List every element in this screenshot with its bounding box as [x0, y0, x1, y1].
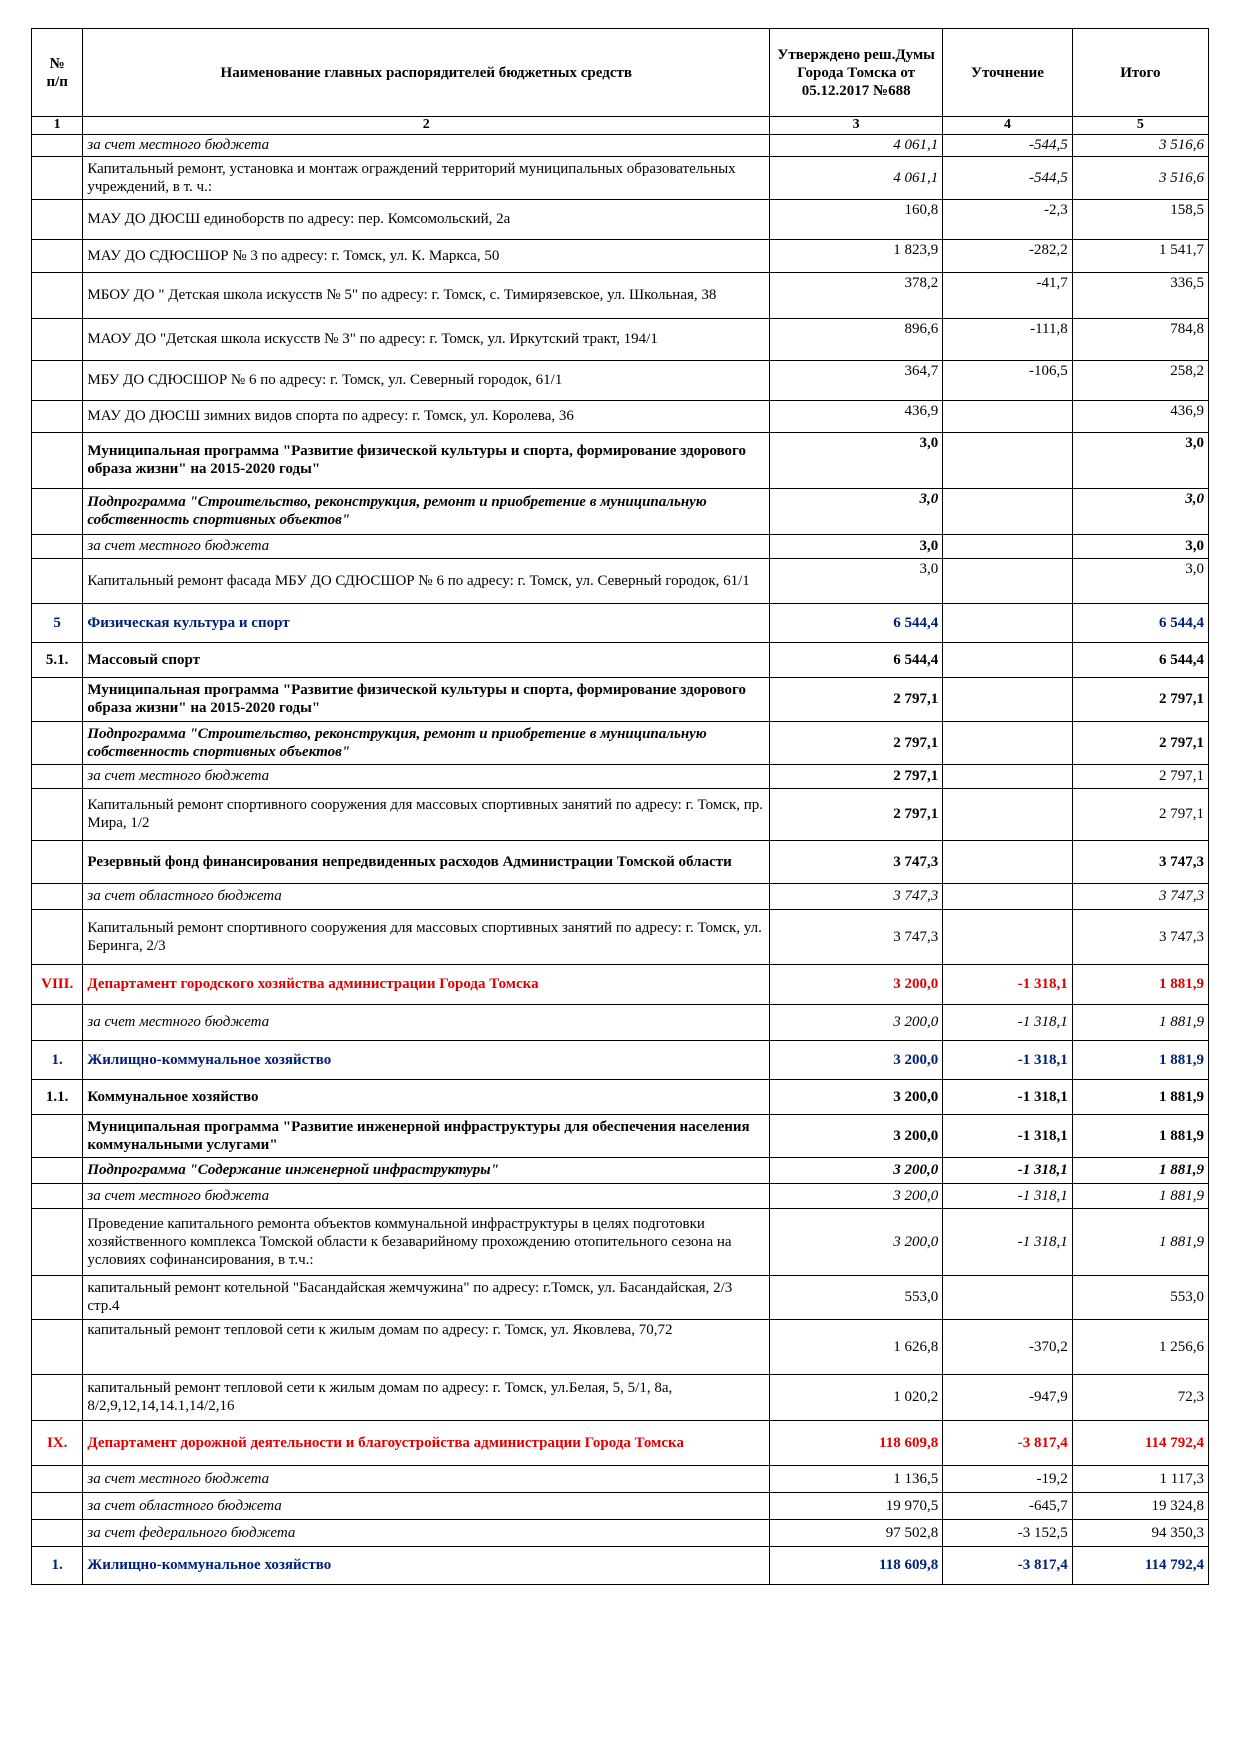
- budget-document: [31, 28, 1209, 1585]
- row-name: за счет областного бюджета: [83, 1492, 770, 1519]
- row-change: -544,5: [943, 134, 1073, 156]
- table-row: [32, 764, 1209, 788]
- row-number: [32, 764, 83, 788]
- row-approved: 19 970,5: [770, 1492, 943, 1519]
- row-name: Департамент дорожной деятельности и благоустройства администрации Города Томска: [83, 1420, 770, 1465]
- row-change: [943, 840, 1073, 883]
- row-approved: 3 200,0: [770, 1079, 943, 1114]
- row-name: за счет федерального бюджета: [83, 1519, 770, 1546]
- column-number: 1: [32, 117, 83, 135]
- row-approved: 436,9: [770, 400, 943, 432]
- table-row: [32, 318, 1209, 360]
- table-row: [32, 1157, 1209, 1183]
- row-change: [943, 432, 1073, 488]
- row-number: VIII.: [32, 964, 83, 1004]
- row-change: [943, 400, 1073, 432]
- row-total: 3 747,3: [1072, 840, 1208, 883]
- row-number: [32, 1208, 83, 1275]
- row-change: -111,8: [943, 318, 1073, 360]
- budget-table: [31, 28, 1209, 1585]
- table-row: [32, 239, 1209, 272]
- row-approved: 3 200,0: [770, 1040, 943, 1079]
- table-row: [32, 1492, 1209, 1519]
- row-approved: 4 061,1: [770, 156, 943, 199]
- row-change: -1 318,1: [943, 1004, 1073, 1040]
- row-name: Капитальный ремонт спортивного сооружения для массовых спортивных занятий по адресу: г. Томск, ул. Беринга, 2/3: [83, 909, 770, 964]
- row-change: -2,3: [943, 199, 1073, 239]
- row-number: [32, 1519, 83, 1546]
- row-name: Капитальный ремонт фасада МБУ ДО СДЮСШОР № 6 по адресу: г. Томск, ул. Северный городок, 61/1: [83, 558, 770, 603]
- row-number: [32, 1374, 83, 1420]
- row-total: 436,9: [1072, 400, 1208, 432]
- table-row: [32, 488, 1209, 534]
- row-approved: 3,0: [770, 488, 943, 534]
- table-row: [32, 1374, 1209, 1420]
- row-change: [943, 883, 1073, 909]
- row-approved: 118 609,8: [770, 1546, 943, 1584]
- row-number: [32, 788, 83, 840]
- row-approved: 364,7: [770, 360, 943, 400]
- row-total: 158,5: [1072, 199, 1208, 239]
- row-change: -645,7: [943, 1492, 1073, 1519]
- row-total: 3,0: [1072, 558, 1208, 603]
- row-number: 5: [32, 603, 83, 642]
- row-number: [32, 318, 83, 360]
- row-number: [32, 1465, 83, 1492]
- row-name: за счет местного бюджета: [83, 534, 770, 558]
- table-row: [32, 603, 1209, 642]
- row-number: [32, 677, 83, 721]
- row-change: -41,7: [943, 272, 1073, 318]
- row-number: [32, 1275, 83, 1319]
- table-row: [32, 199, 1209, 239]
- row-number: [32, 721, 83, 764]
- row-change: -3 817,4: [943, 1546, 1073, 1584]
- row-approved: 160,8: [770, 199, 943, 239]
- row-approved: 2 797,1: [770, 721, 943, 764]
- row-total: 1 881,9: [1072, 964, 1208, 1004]
- row-change: [943, 558, 1073, 603]
- table-row: [32, 1040, 1209, 1079]
- row-number: [32, 1492, 83, 1519]
- row-approved: 97 502,8: [770, 1519, 943, 1546]
- row-approved: 3 747,3: [770, 883, 943, 909]
- row-number: [32, 432, 83, 488]
- row-approved: 4 061,1: [770, 134, 943, 156]
- table-row: [32, 1465, 1209, 1492]
- row-approved: 3 200,0: [770, 1208, 943, 1275]
- row-total: 6 544,4: [1072, 642, 1208, 677]
- row-number: [32, 883, 83, 909]
- row-total: 2 797,1: [1072, 764, 1208, 788]
- table-row: [32, 432, 1209, 488]
- row-total: 1 117,3: [1072, 1465, 1208, 1492]
- row-change: -1 318,1: [943, 1208, 1073, 1275]
- table-row: [32, 272, 1209, 318]
- table-row: [32, 840, 1209, 883]
- header-name: Наименование главных распорядителей бюджетных средств: [83, 29, 770, 117]
- row-total: 3 747,3: [1072, 883, 1208, 909]
- header-total: Итого: [1072, 29, 1208, 117]
- row-approved: 1 020,2: [770, 1374, 943, 1420]
- row-approved: 553,0: [770, 1275, 943, 1319]
- row-total: 6 544,4: [1072, 603, 1208, 642]
- row-name: Жилищно-коммунальное хозяйство: [83, 1040, 770, 1079]
- row-name: за счет местного бюджета: [83, 1183, 770, 1208]
- row-change: -947,9: [943, 1374, 1073, 1420]
- row-approved: 2 797,1: [770, 764, 943, 788]
- row-change: [943, 721, 1073, 764]
- table-row: [32, 558, 1209, 603]
- row-change: -282,2: [943, 239, 1073, 272]
- row-total: 1 881,9: [1072, 1183, 1208, 1208]
- row-name: за счет областного бюджета: [83, 883, 770, 909]
- header-change: Уточнение: [943, 29, 1073, 117]
- table-row: [32, 134, 1209, 156]
- row-approved: 2 797,1: [770, 677, 943, 721]
- row-change: -1 318,1: [943, 1079, 1073, 1114]
- row-approved: 3 200,0: [770, 1183, 943, 1208]
- table-row: [32, 883, 1209, 909]
- row-total: 3,0: [1072, 432, 1208, 488]
- row-name: МАОУ ДО "Детская школа искусств № 3" по адресу: г. Томск, ул. Иркутский тракт, 194/1: [83, 318, 770, 360]
- header-row: [32, 29, 1209, 117]
- row-number: [32, 1004, 83, 1040]
- row-approved: 3 747,3: [770, 909, 943, 964]
- column-numbers-row: [32, 117, 1209, 135]
- row-number: [32, 1183, 83, 1208]
- table-row: [32, 1319, 1209, 1374]
- table-row: [32, 1183, 1209, 1208]
- row-change: [943, 677, 1073, 721]
- column-number: 2: [83, 117, 770, 135]
- row-number: [32, 400, 83, 432]
- row-name: МАУ ДО СДЮСШОР № 3 по адресу: г. Томск, ул. К. Маркса, 50: [83, 239, 770, 272]
- table-row: [32, 1546, 1209, 1584]
- row-change: [943, 909, 1073, 964]
- row-total: 3 747,3: [1072, 909, 1208, 964]
- row-name: капитальный ремонт тепловой сети к жилым домам по адресу: г. Томск, ул.Белая, 5, 5/1, 8а, 8/2,9,12,14,14.1,14/2,16: [83, 1374, 770, 1420]
- row-number: [32, 1157, 83, 1183]
- row-name: капитальный ремонт котельной "Басандайская жемчужина" по адресу: г.Томск, ул. Басандайская, 2/3 стр.4: [83, 1275, 770, 1319]
- row-name: Муниципальная программа "Развитие физической культуры и спорта, формирование здорового образа жизни" на 2015-2020 годы": [83, 432, 770, 488]
- row-approved: 378,2: [770, 272, 943, 318]
- row-number: [32, 272, 83, 318]
- row-name: Муниципальная программа "Развитие инженерной инфраструктуры для обеспечения населения коммунальными услугами": [83, 1114, 770, 1157]
- row-name: Муниципальная программа "Развитие физической культуры и спорта, формирование здорового образа жизни" на 2015-2020 годы": [83, 677, 770, 721]
- table-row: [32, 1275, 1209, 1319]
- row-approved: 1 626,8: [770, 1319, 943, 1374]
- row-name: за счет местного бюджета: [83, 1465, 770, 1492]
- row-total: 1 881,9: [1072, 1040, 1208, 1079]
- row-approved: 6 544,4: [770, 642, 943, 677]
- row-name: за счет местного бюджета: [83, 134, 770, 156]
- row-change: -1 318,1: [943, 964, 1073, 1004]
- row-approved: 3,0: [770, 432, 943, 488]
- row-name: МБУ ДО СДЮСШОР № 6 по адресу: г. Томск, ул. Северный городок, 61/1: [83, 360, 770, 400]
- row-change: -106,5: [943, 360, 1073, 400]
- row-total: 1 881,9: [1072, 1208, 1208, 1275]
- row-total: 336,5: [1072, 272, 1208, 318]
- row-total: 3,0: [1072, 488, 1208, 534]
- row-total: 114 792,4: [1072, 1420, 1208, 1465]
- row-total: 1 881,9: [1072, 1079, 1208, 1114]
- column-number: 5: [1072, 117, 1208, 135]
- row-change: -1 318,1: [943, 1157, 1073, 1183]
- row-name: Резервный фонд финансирования непредвиденных расходов Администрации Томской области: [83, 840, 770, 883]
- row-name: МБОУ ДО " Детская школа искусств № 5" по адресу: г. Томск, с. Тимирязевское, ул. Школьная, 38: [83, 272, 770, 318]
- row-change: [943, 764, 1073, 788]
- row-total: 784,8: [1072, 318, 1208, 360]
- table-row: [32, 534, 1209, 558]
- table-row: [32, 1004, 1209, 1040]
- row-total: 2 797,1: [1072, 721, 1208, 764]
- row-total: 1 541,7: [1072, 239, 1208, 272]
- row-number: 1.1.: [32, 1079, 83, 1114]
- row-number: [32, 360, 83, 400]
- row-approved: 3 200,0: [770, 1157, 943, 1183]
- table-row: [32, 400, 1209, 432]
- row-change: -1 318,1: [943, 1183, 1073, 1208]
- row-change: [943, 488, 1073, 534]
- table-row: [32, 964, 1209, 1004]
- row-name: Подпрограмма "Строительство, реконструкция, ремонт и приобретение в муниципальную собственность спортивных объектов": [83, 721, 770, 764]
- row-approved: 1 136,5: [770, 1465, 943, 1492]
- column-number: 4: [943, 117, 1073, 135]
- row-approved: 3 747,3: [770, 840, 943, 883]
- table-row: [32, 1114, 1209, 1157]
- row-total: 72,3: [1072, 1374, 1208, 1420]
- row-approved: 118 609,8: [770, 1420, 943, 1465]
- row-number: IX.: [32, 1420, 83, 1465]
- row-name: за счет местного бюджета: [83, 764, 770, 788]
- row-total: 94 350,3: [1072, 1519, 1208, 1546]
- row-number: [32, 488, 83, 534]
- row-change: -544,5: [943, 156, 1073, 199]
- row-approved: 1 823,9: [770, 239, 943, 272]
- row-total: 114 792,4: [1072, 1546, 1208, 1584]
- row-total: 3,0: [1072, 534, 1208, 558]
- row-total: 1 881,9: [1072, 1114, 1208, 1157]
- row-name: Проведение капитального ремонта объектов коммунальной инфраструктуры в целях подготовки хозяйственного комплекса Томской области к безаварийному прохождению отопительного сезона на условиях софинансирования, в т.ч.:: [83, 1208, 770, 1275]
- table-row: [32, 1420, 1209, 1465]
- row-number: [32, 909, 83, 964]
- row-change: -3 152,5: [943, 1519, 1073, 1546]
- row-change: -1 318,1: [943, 1114, 1073, 1157]
- row-total: 19 324,8: [1072, 1492, 1208, 1519]
- row-number: 1.: [32, 1546, 83, 1584]
- row-number: [32, 1319, 83, 1374]
- row-change: -370,2: [943, 1319, 1073, 1374]
- table-row: [32, 721, 1209, 764]
- row-name: МАУ ДО ДЮСШ единоборств по адресу: пер. Комсомольский, 2а: [83, 199, 770, 239]
- row-approved: 896,6: [770, 318, 943, 360]
- column-number: 3: [770, 117, 943, 135]
- row-change: -3 817,4: [943, 1420, 1073, 1465]
- row-approved: 3 200,0: [770, 964, 943, 1004]
- table-row: [32, 677, 1209, 721]
- row-number: [32, 199, 83, 239]
- table-row: [32, 1208, 1209, 1275]
- row-approved: 3,0: [770, 534, 943, 558]
- row-change: [943, 603, 1073, 642]
- row-name: за счет местного бюджета: [83, 1004, 770, 1040]
- row-number: 5.1.: [32, 642, 83, 677]
- row-total: 2 797,1: [1072, 677, 1208, 721]
- row-name: Коммунальное хозяйство: [83, 1079, 770, 1114]
- row-total: 3 516,6: [1072, 134, 1208, 156]
- row-approved: 6 544,4: [770, 603, 943, 642]
- row-name: Подпрограмма "Содержание инженерной инфраструктуры": [83, 1157, 770, 1183]
- row-name: Массовый спорт: [83, 642, 770, 677]
- row-total: 1 256,6: [1072, 1319, 1208, 1374]
- row-number: [32, 534, 83, 558]
- row-total: 1 881,9: [1072, 1004, 1208, 1040]
- row-approved: 2 797,1: [770, 788, 943, 840]
- row-total: 553,0: [1072, 1275, 1208, 1319]
- table-row: [32, 788, 1209, 840]
- row-number: [32, 239, 83, 272]
- table-row: [32, 156, 1209, 199]
- row-total: 2 797,1: [1072, 788, 1208, 840]
- row-approved: 3,0: [770, 558, 943, 603]
- row-name: Жилищно-коммунальное хозяйство: [83, 1546, 770, 1584]
- row-change: -1 318,1: [943, 1040, 1073, 1079]
- table-row: [32, 1079, 1209, 1114]
- row-approved: 3 200,0: [770, 1114, 943, 1157]
- table-row: [32, 1519, 1209, 1546]
- row-change: -19,2: [943, 1465, 1073, 1492]
- row-name: МАУ ДО ДЮСШ зимних видов спорта по адресу: г. Томск, ул. Королева, 36: [83, 400, 770, 432]
- row-total: 1 881,9: [1072, 1157, 1208, 1183]
- row-total: 258,2: [1072, 360, 1208, 400]
- row-number: [32, 134, 83, 156]
- row-number: [32, 156, 83, 199]
- row-change: [943, 788, 1073, 840]
- row-total: 3 516,6: [1072, 156, 1208, 199]
- row-change: [943, 642, 1073, 677]
- row-change: [943, 534, 1073, 558]
- row-name: Капитальный ремонт, установка и монтаж ограждений территорий муниципальных образовательных учреждений, в т. ч.:: [83, 156, 770, 199]
- row-name: Физическая культура и спорт: [83, 603, 770, 642]
- row-change: [943, 1275, 1073, 1319]
- header-approved: Утверждено реш.Думы Города Томска от 05.12.2017 №688: [770, 29, 943, 117]
- row-number: [32, 558, 83, 603]
- row-approved: 3 200,0: [770, 1004, 943, 1040]
- table-row: [32, 909, 1209, 964]
- table-row: [32, 360, 1209, 400]
- row-name: Подпрограмма "Строительство, реконструкция, ремонт и приобретение в муниципальную собственность спортивных объектов": [83, 488, 770, 534]
- row-number: [32, 1114, 83, 1157]
- row-number: [32, 840, 83, 883]
- table-row: [32, 642, 1209, 677]
- header-number: № п/п: [32, 29, 83, 117]
- row-name: Департамент городского хозяйства администрации Города Томска: [83, 964, 770, 1004]
- row-name: капитальный ремонт тепловой сети к жилым домам по адресу: г. Томск, ул. Яковлева, 70,72: [83, 1319, 770, 1374]
- row-number: 1.: [32, 1040, 83, 1079]
- row-name: Капитальный ремонт спортивного сооружения для массовых спортивных занятий по адресу: г. Томск, пр. Мира, 1/2: [83, 788, 770, 840]
